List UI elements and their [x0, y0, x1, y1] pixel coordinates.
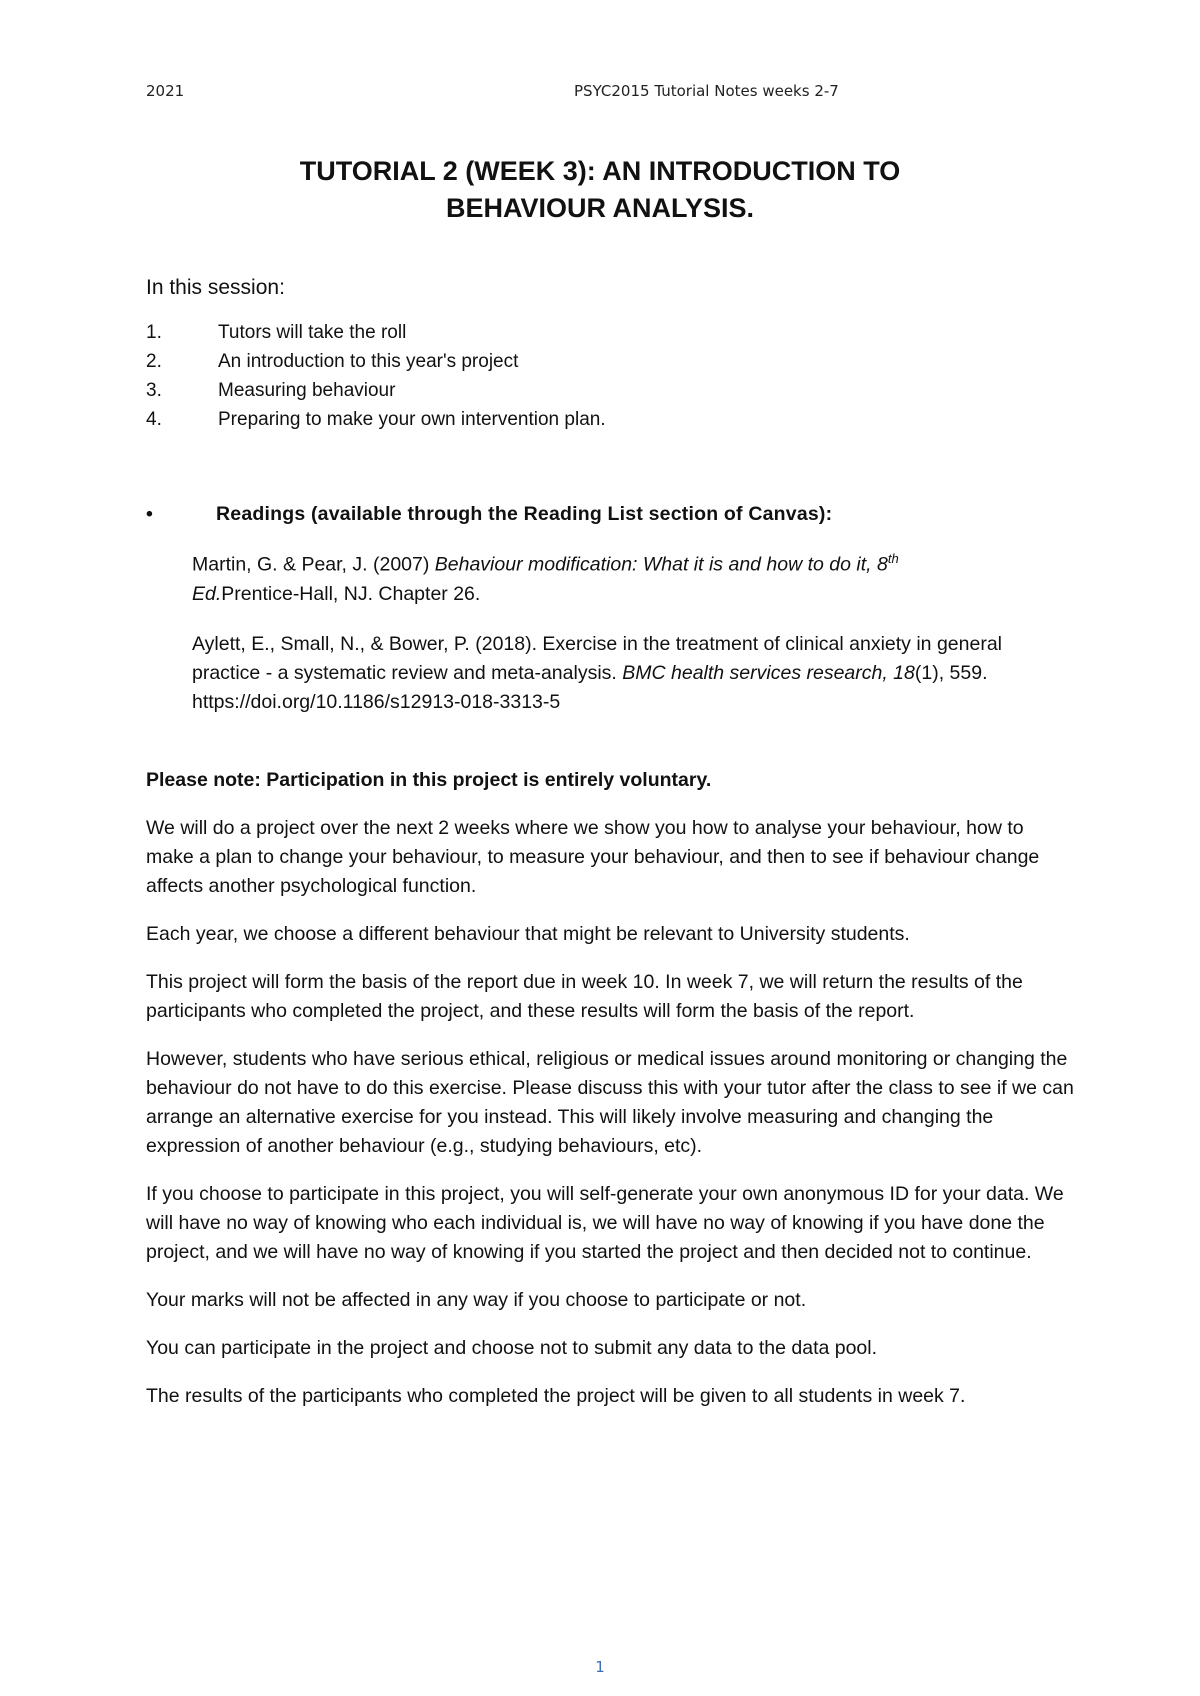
paragraph: If you choose to participate in this project, you will self-generate your own anonymous ID for your data. We will have no way of knowing who each individual is, we will have no way of knowing if you have done the project, and we will have no way of knowing if you started the project and then decided not to continue. — [146, 1183, 1064, 1263]
paragraph: However, students who have serious ethical, religious or medical issues around monitoring or changing the behaviour do not have to do this exercise. Please discuss this with your tutor after the class to see if we can arrange an alternative exercise for you instead. This will likely involve measuring and changing the expression of another behaviour (e.g., studying behaviours, etc). — [146, 1048, 1074, 1157]
list-item-text: Tutors will take the roll — [218, 322, 407, 343]
ref1-authors: Martin, G. & Pear, J. (2007) — [192, 553, 435, 576]
ref1-edition: Ed. — [192, 582, 222, 605]
list-item-text: Measuring behaviour — [218, 380, 396, 401]
participation-note: Please note: Participation in this project is entirely voluntary. — [146, 769, 712, 791]
page-header — [146, 82, 906, 106]
paragraph: The results of the participants who completed the project will be given to all students in week 7. — [146, 1385, 966, 1407]
session-intro: In this session: — [146, 276, 285, 299]
list-item-number: 1. — [146, 322, 162, 343]
header-year: 2021 — [146, 82, 185, 100]
readings-heading: Readings (available through the Reading List section of Canvas): — [216, 503, 833, 525]
ref2-issue-doi: (1), 559. https://doi.org/10.1186/s12913-018-3313-5 — [192, 662, 988, 713]
ref2-journal: BMC health services research, 18 — [622, 662, 915, 684]
bullet-icon: • — [146, 503, 153, 525]
reference-aylett — [192, 630, 1062, 717]
title-line-2: BEHAVIOUR ANALYSIS. — [445, 193, 755, 223]
ref1-publisher: Prentice-Hall, NJ. Chapter 26. — [221, 582, 481, 605]
list-item-number: 3. — [146, 380, 162, 401]
list-item-number: 4. — [146, 409, 162, 430]
ref1-superscript: th — [887, 551, 899, 566]
paragraph: You can participate in the project and choose not to submit any data to the data pool. — [146, 1337, 878, 1359]
document-title — [146, 153, 1054, 227]
paragraph: We will do a project over the next 2 weeks where we show you how to analyse your behaviour, how to make a plan to change your behaviour, to measure your behaviour, and then to see if behaviour change affects another psychological function. — [146, 817, 1040, 897]
header-course-title: PSYC2015 Tutorial Notes weeks 2-7 — [574, 82, 839, 100]
ref2-authors: Aylett, E., Small, N., & Bower, P. (2018). Exercise in the treatment of clinical anxiety in general practice - a systematic review and meta-analysis. — [192, 633, 1002, 684]
paragraph: This project will form the basis of the report due in week 10. In week 7, we will return the results of the participants who completed the project, and these results will form the basis of the report. — [146, 971, 1023, 1022]
title-line-1: TUTORIAL 2 (WEEK 3): AN INTRODUCTION TO — [299, 156, 901, 186]
list-item-number: 2. — [146, 351, 162, 372]
list-item-text: An introduction to this year's project — [218, 351, 519, 372]
paragraph: Your marks will not be affected in any way if you choose to participate or not. — [146, 1289, 807, 1311]
paragraph: Each year, we choose a different behaviour that might be relevant to University students. — [146, 923, 910, 945]
ref1-title: Behaviour modification: What it is and how to do it, 8 — [434, 553, 888, 576]
body-text — [146, 766, 1076, 1430]
page-number: 1 — [595, 1658, 605, 1676]
list-item-text: Preparing to make your own intervention plan. — [218, 409, 606, 430]
reference-martin-pear — [192, 544, 1062, 609]
